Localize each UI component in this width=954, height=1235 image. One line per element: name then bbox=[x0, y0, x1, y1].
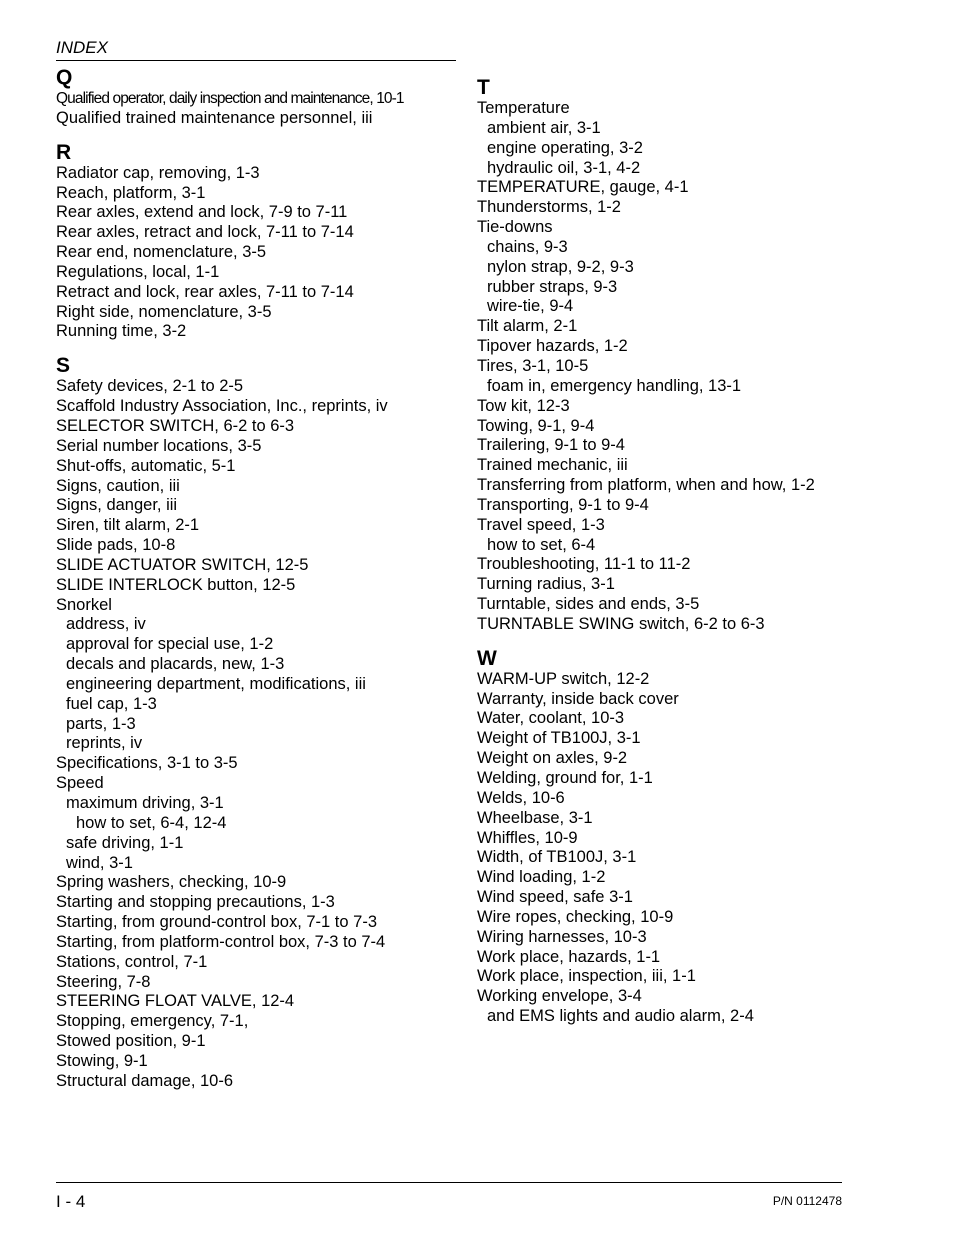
index-entry: Wire ropes, checking, 10-9 bbox=[477, 907, 674, 926]
index-entry: Transferring from platform, when and how, 1-2 bbox=[477, 476, 815, 495]
index-entry-list bbox=[56, 377, 466, 1091]
index-entry: Signs, caution, iii bbox=[56, 476, 180, 495]
index-entry: Tipover hazards, 1-2 bbox=[477, 337, 628, 356]
index-entry: SELECTOR SWITCH, 6-2 to 6-3 bbox=[56, 416, 295, 435]
index-entry: Trained mechanic, iii bbox=[477, 456, 628, 475]
index-entry: Retract and lock, rear axles, 7-11 to 7-14 bbox=[56, 282, 354, 301]
section-letter: T bbox=[477, 76, 490, 99]
index-entry: WARM-UP switch, 12-2 bbox=[477, 669, 650, 688]
index-entry: Tires, 3-1, 10-5 bbox=[477, 356, 589, 375]
index-entry-list bbox=[56, 164, 466, 343]
index-section-t bbox=[477, 76, 887, 635]
index-section-w bbox=[477, 647, 887, 1027]
index-entry: Rear axles, extend and lock, 7-9 to 7-11 bbox=[56, 203, 348, 222]
index-subentry: ambient air, 3-1 bbox=[487, 118, 601, 137]
index-entry: Welding, ground for, 1-1 bbox=[477, 769, 653, 787]
index-entry: Wind loading, 1-2 bbox=[477, 868, 606, 887]
index-entry: Shut-offs, automatic, 5-1 bbox=[56, 456, 236, 475]
index-entry: Siren, tilt alarm, 2-1 bbox=[56, 516, 200, 535]
index-entry: Travel speed, 1-3 bbox=[477, 515, 605, 534]
index-subentry: wind, 3-1 bbox=[66, 853, 133, 872]
part-number: P/N 0112478 bbox=[772, 1194, 842, 1208]
index-subentry: wire-tie, 9-4 bbox=[487, 297, 574, 316]
index-entry: Temperature bbox=[477, 99, 570, 117]
index-subentry: how to set, 6-4, 12-4 bbox=[76, 813, 227, 832]
index-subentry: and EMS lights and audio alarm, 2-4 bbox=[487, 1007, 754, 1026]
index-entry: Radiator cap, removing, 1-3 bbox=[56, 163, 260, 182]
index-entry: Starting and stopping precautions, 1-3 bbox=[56, 893, 335, 912]
index-entry: Right side, nomenclature, 3-5 bbox=[56, 302, 272, 321]
index-subentry: decals and placards, new, 1-3 bbox=[66, 655, 285, 674]
index-entry: Specifications, 3-1 to 3-5 bbox=[56, 754, 238, 773]
index-entry: Snorkel bbox=[56, 595, 112, 614]
index-entry: Steering, 7-8 bbox=[56, 972, 151, 991]
index-entry: Weight on axles, 9-2 bbox=[477, 749, 628, 768]
header-rule bbox=[56, 60, 456, 61]
index-entry-list bbox=[477, 99, 887, 635]
index-entry: Work place, inspection, iii, 1-1 bbox=[477, 967, 696, 986]
index-entry: Width, of TB100J, 3-1 bbox=[477, 848, 637, 867]
index-entry: Regulations, local, 1-1 bbox=[56, 262, 220, 281]
index-entry: Running time, 3-2 bbox=[56, 322, 187, 341]
index-subentry: approval for special use, 1-2 bbox=[66, 635, 274, 654]
index-subentry: fuel cap, 1-3 bbox=[66, 694, 157, 713]
index-entry: Scaffold Industry Association, Inc., reprints, iv bbox=[56, 397, 388, 416]
index-entry: Wiring harnesses, 10-3 bbox=[477, 927, 647, 946]
index-subentry: engineering department, modifications, iii bbox=[66, 674, 366, 693]
index-entry: Tow kit, 12-3 bbox=[477, 396, 570, 415]
index-subentry: chains, 9-3 bbox=[487, 237, 568, 256]
index-column-right bbox=[477, 76, 887, 1039]
index-entry: Reach, platform, 3-1 bbox=[56, 183, 206, 202]
index-entry: Whiffles, 10-9 bbox=[477, 828, 578, 847]
running-header: INDEX bbox=[56, 38, 108, 57]
index-entry: Spring washers, checking, 10-9 bbox=[56, 873, 287, 892]
index-entry: Signs, danger, iii bbox=[56, 496, 178, 515]
index-entry: Slide pads, 10-8 bbox=[56, 536, 176, 555]
section-letter: S bbox=[56, 354, 71, 378]
index-entry: Speed bbox=[56, 774, 104, 793]
section-letter: Q bbox=[56, 66, 73, 89]
index-entry: Qualified trained maintenance personnel, iii bbox=[56, 108, 373, 127]
index-subentry: reprints, iv bbox=[66, 734, 143, 753]
index-entry: Working envelope, 3-4 bbox=[477, 987, 642, 1006]
index-subentry: foam in, emergency handling, 13-1 bbox=[487, 376, 742, 395]
index-entry: Turntable, sides and ends, 3-5 bbox=[477, 595, 700, 614]
index-entry: Troubleshooting, 11-1 to 11-2 bbox=[477, 555, 691, 574]
index-entry: Stopping, emergency, 7-1, bbox=[56, 1012, 249, 1031]
index-entry: Serial number locations, 3-5 bbox=[56, 436, 262, 455]
section-letter: W bbox=[477, 646, 497, 670]
index-section-q bbox=[56, 66, 466, 129]
index-entry: Work place, hazards, 1-1 bbox=[477, 947, 661, 966]
index-entry: TURNTABLE SWING switch, 6-2 to 6-3 bbox=[477, 614, 765, 633]
index-entry: Thunderstorms, 1-2 bbox=[477, 198, 621, 217]
index-entry: Towing, 9-1, 9-4 bbox=[477, 416, 595, 435]
index-entry: Rear axles, retract and lock, 7-11 to 7-14 bbox=[56, 223, 354, 242]
index-entry: Starting, from platform-control box, 7-3 to 7-4 bbox=[56, 932, 386, 951]
index-section-r bbox=[56, 141, 466, 343]
index-column-left bbox=[56, 66, 466, 1104]
index-subentry: rubber straps, 9-3 bbox=[487, 277, 618, 296]
index-subentry: engine operating, 3-2 bbox=[487, 138, 643, 157]
index-entry: Qualified operator, daily inspection and maintenance, 10-1 bbox=[56, 90, 404, 107]
index-entry: SLIDE INTERLOCK button, 12-5 bbox=[56, 575, 296, 594]
index-entry: Stowed position, 9-1 bbox=[56, 1032, 206, 1051]
index-entry: Trailering, 9-1 to 9-4 bbox=[477, 436, 625, 455]
index-entry: SLIDE ACTUATOR SWITCH, 12-5 bbox=[56, 555, 309, 574]
index-entry: Transporting, 9-1 to 9-4 bbox=[477, 495, 649, 514]
index-entry-list bbox=[56, 89, 466, 129]
index-subentry: maximum driving, 3-1 bbox=[66, 794, 224, 812]
index-entry: Wheelbase, 3-1 bbox=[477, 808, 593, 827]
index-entry: Safety devices, 2-1 to 2-5 bbox=[56, 377, 244, 396]
index-entry: Warranty, inside back cover bbox=[477, 689, 679, 708]
section-letter: R bbox=[56, 140, 72, 164]
index-entry: Water, coolant, 10-3 bbox=[477, 709, 625, 728]
index-subentry: parts, 1-3 bbox=[66, 714, 136, 733]
index-entry-list bbox=[477, 670, 887, 1027]
index-entry: TEMPERATURE, gauge, 4-1 bbox=[477, 178, 689, 197]
index-entry: Structural damage, 10-6 bbox=[56, 1071, 234, 1090]
index-subentry: how to set, 6-4 bbox=[487, 535, 596, 554]
index-entry: Wind speed, safe 3-1 bbox=[477, 888, 633, 907]
index-entry: Starting, from ground-control box, 7-1 to 7-3 bbox=[56, 913, 377, 932]
footer-rule bbox=[56, 1182, 842, 1183]
index-entry: Welds, 10-6 bbox=[477, 788, 565, 807]
index-entry: Turning radius, 3-1 bbox=[477, 575, 615, 594]
index-section-s bbox=[56, 354, 466, 1091]
index-subentry: nylon strap, 9-2, 9-3 bbox=[487, 257, 634, 276]
index-entry: STEERING FLOAT VALVE, 12-4 bbox=[56, 992, 295, 1011]
index-entry: Tie-downs bbox=[477, 218, 553, 237]
index-subentry: safe driving, 1-1 bbox=[66, 833, 184, 852]
index-subentry: address, iv bbox=[66, 615, 146, 634]
index-entry: Weight of TB100J, 3-1 bbox=[477, 729, 641, 748]
index-entry: Stations, control, 7-1 bbox=[56, 952, 208, 971]
index-entry: Tilt alarm, 2-1 bbox=[477, 317, 578, 336]
index-entry: Rear end, nomenclature, 3-5 bbox=[56, 243, 267, 262]
index-entry: Stowing, 9-1 bbox=[56, 1051, 148, 1070]
page-number: I - 4 bbox=[56, 1192, 86, 1211]
index-subentry: hydraulic oil, 3-1, 4-2 bbox=[487, 158, 641, 177]
